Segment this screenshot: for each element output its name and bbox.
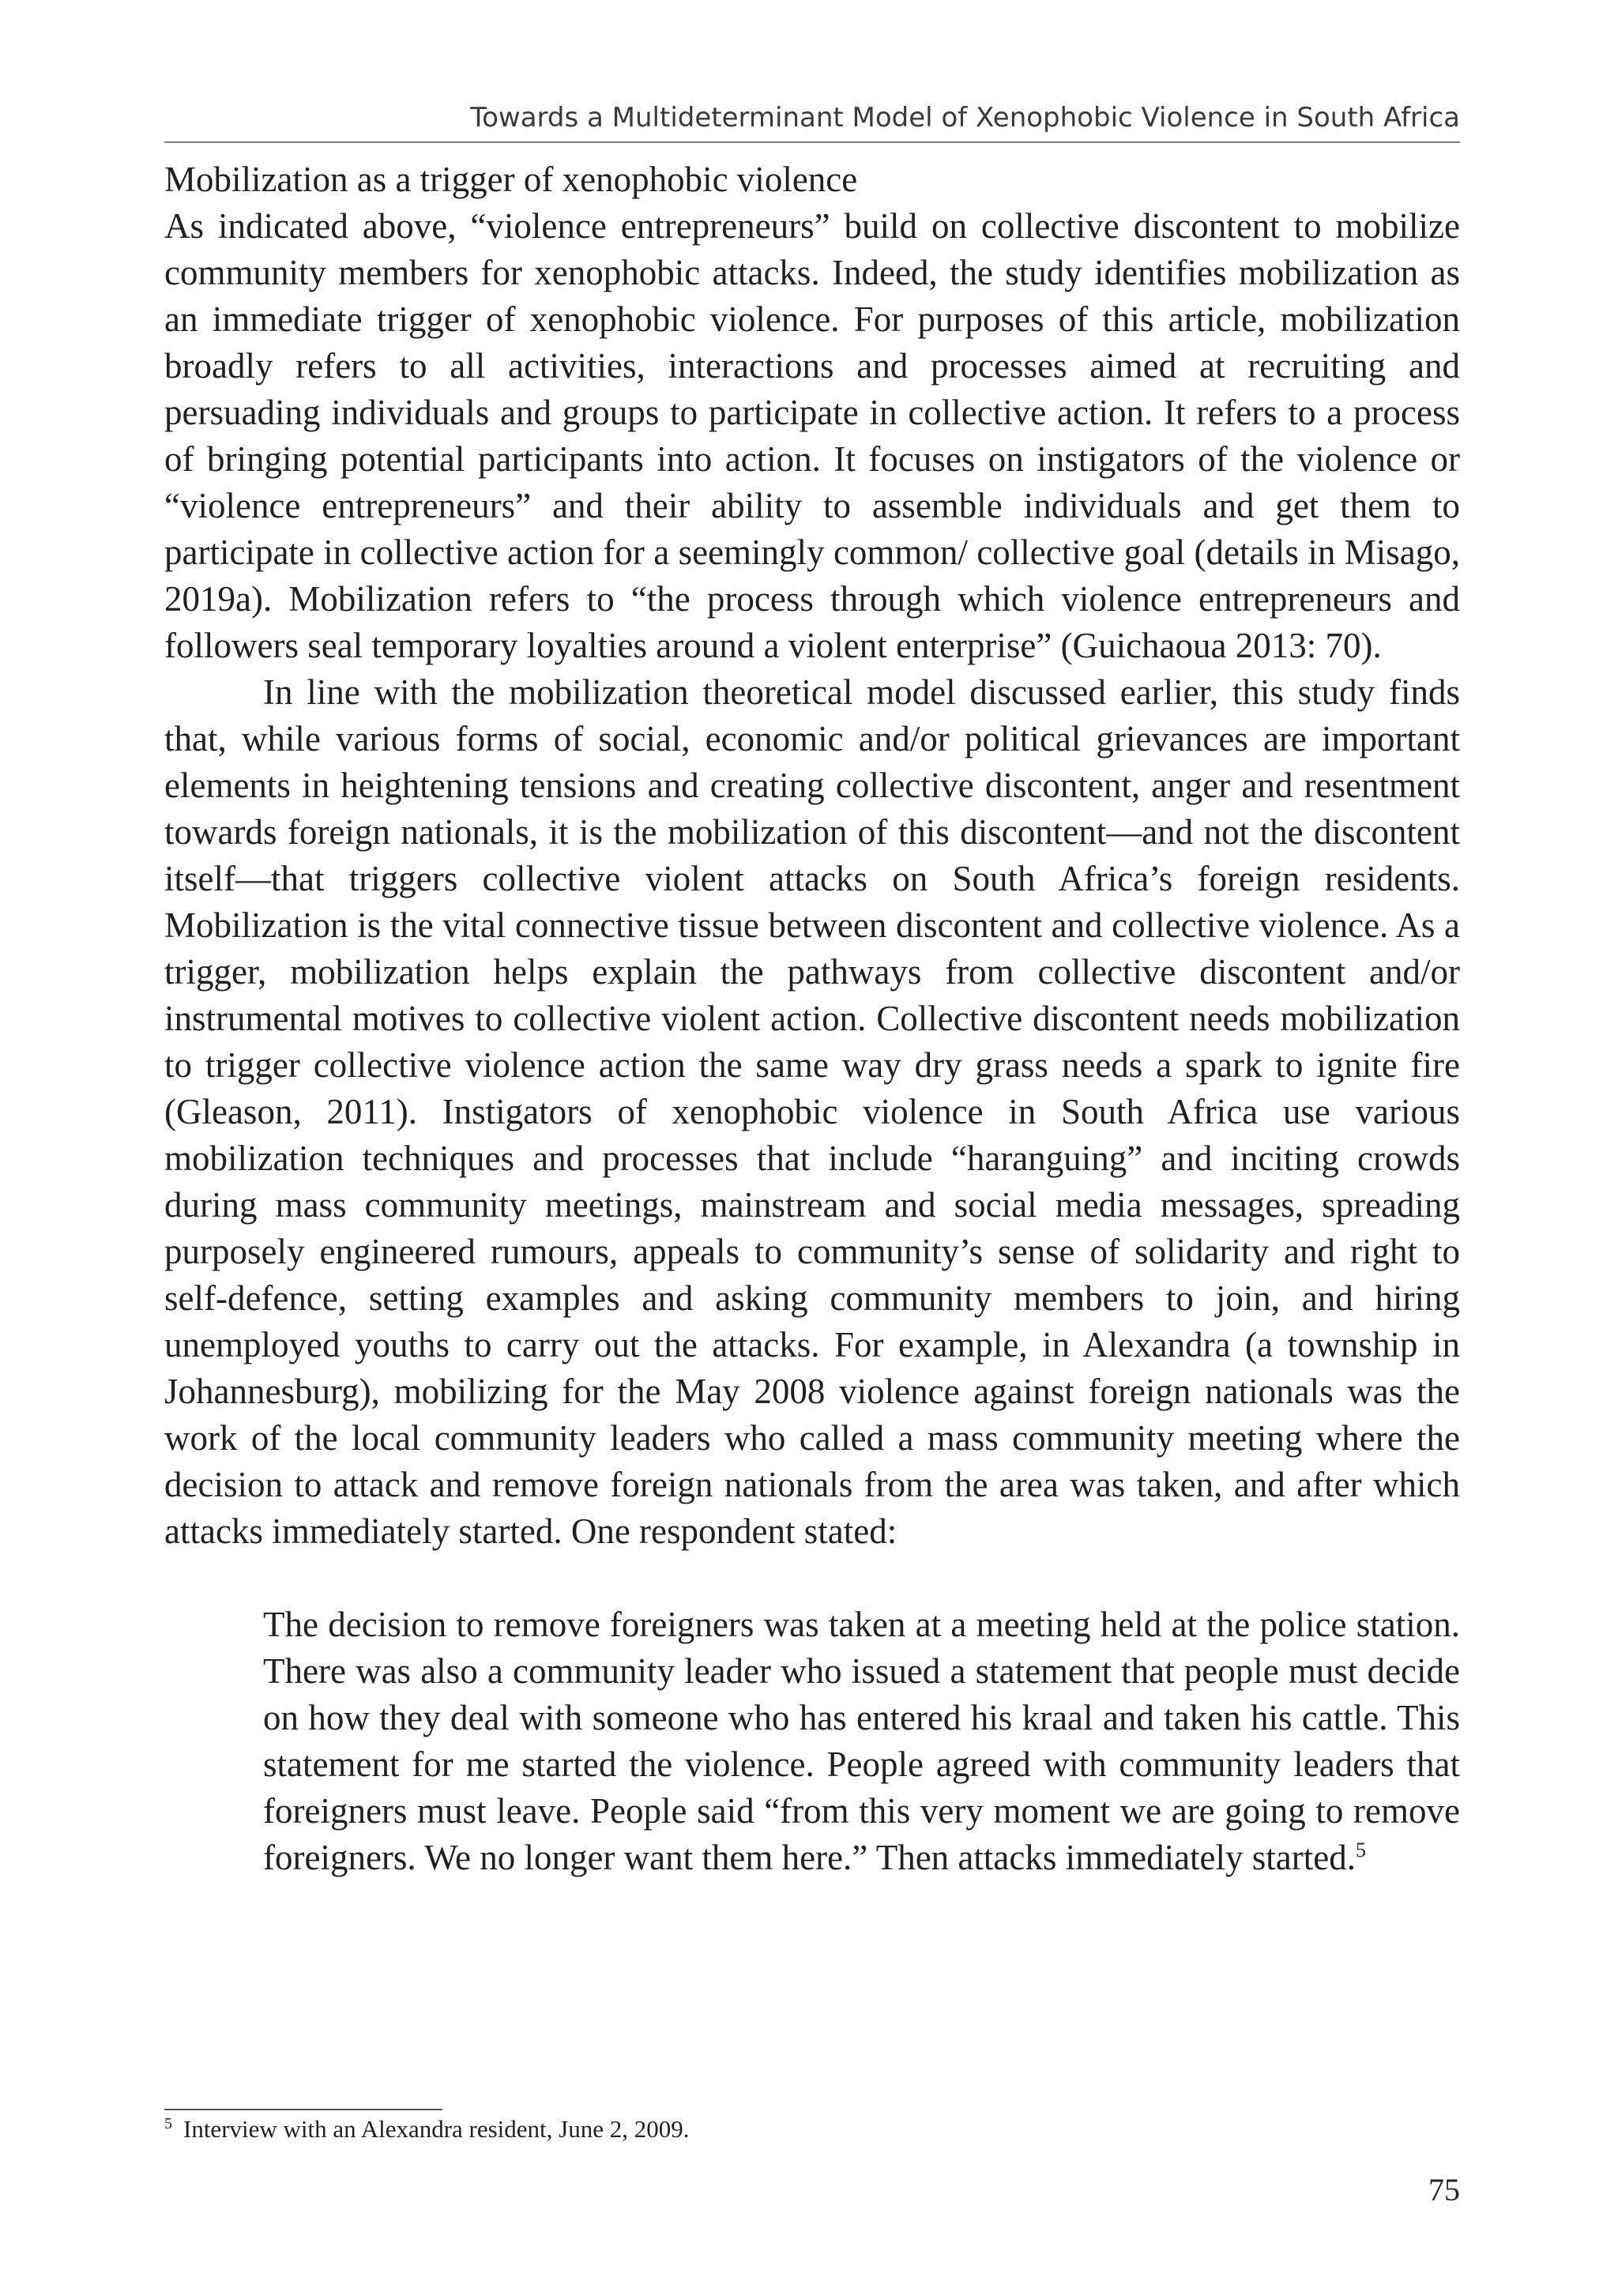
footnote-rule [164, 2109, 442, 2110]
header-rule [164, 141, 1460, 143]
paragraph-2: In line with the mobilization theoretical model discussed earlier, this study finds that, while various forms of social, economic and/or political grievances are important elements in heightening tensions and creating collective discontent, anger and resentment towards foreign nationals, it is the mobilization of this discontent—and not the discontent itself—that triggers collective violent attacks on South Africa’s foreign residents. Mobilization is the vital connective tissue between discontent and collective violence. As a trigger, mobilization helps explain the pathways from collective discontent and/or instrumental motives to collective violent action. Collective discontent needs mobilization to trigger collective violence action the same way dry grass needs a spark to ignite fire (Gleason, 2011). Instigators of xenophobic violence in South Africa use various mobilization techniques and processes that include “haranguing” and inciting crowds during mass community meetings, mainstream and social media messages, spreading purposely engineered rumours, appeals to community’s sense of solidarity and right to self-defence, setting examples and asking community members to join, and hiring unemployed youths to carry out the attacks. For example, in Alexandra (a township in Johannesburg), mobilizing for the May 2008 violence against foreign nationals was the work of the local community leaders who called a mass community meeting where the decision to attack and remove foreign nationals from the area was taken, and after which attacks immediately started. One respondent stated: [164, 672, 1460, 1551]
footnote-reference: 5 [1355, 1839, 1366, 1861]
section-heading: Mobilization as a trigger of xenophobic violence [164, 160, 858, 199]
page-number: 75 [1428, 2172, 1460, 2208]
footnote-number: 5 [164, 2114, 172, 2132]
main-content [164, 156, 1460, 1881]
footnote-text: Interview with an Alexandra resident, June 2, 2009. [183, 2115, 690, 2143]
running-header: Towards a Multideterminant Model of Xenophobic Violence in South Africa [470, 102, 1460, 134]
paragraph-1: As indicated above, “violence entrepreneurs” build on collective discontent to mobilize community members for xenophobic attacks. Indeed, the study identifies mobilization as an immediate trigger of xenophobic violence. For purposes of this article, mobilization broadly refers to all activities, interactions and processes aimed at recruiting and persuading individuals and groups to participate in collective action. It refers to a process of bringing potential participants into action. It focuses on instigators of the violence or “violence entrepreneurs” and their ability to assemble individuals and get them to participate in collective action for a seemingly common/ collective goal (details in Misago, 2019a). Mobilization refers to “the process through which violence entrepreneurs and followers seal temporary loyalties around a violent enterprise” (Guichaoua 2013: 70). [164, 206, 1460, 665]
block-quote [263, 1602, 1460, 1881]
block-quote-text: The decision to remove foreigners was taken at a meeting held at the police station. There was also a community leader who issued a statement that people must decide on how they deal with someone who has entered his kraal and taken his cattle. This statement for me started the violence. People agreed with community leaders that foreigners must leave. People said “from this very moment we are going to remove foreigners. We no longer want them here.” Then attacks immediately started. [263, 1605, 1460, 1877]
footnote [164, 2113, 1460, 2145]
